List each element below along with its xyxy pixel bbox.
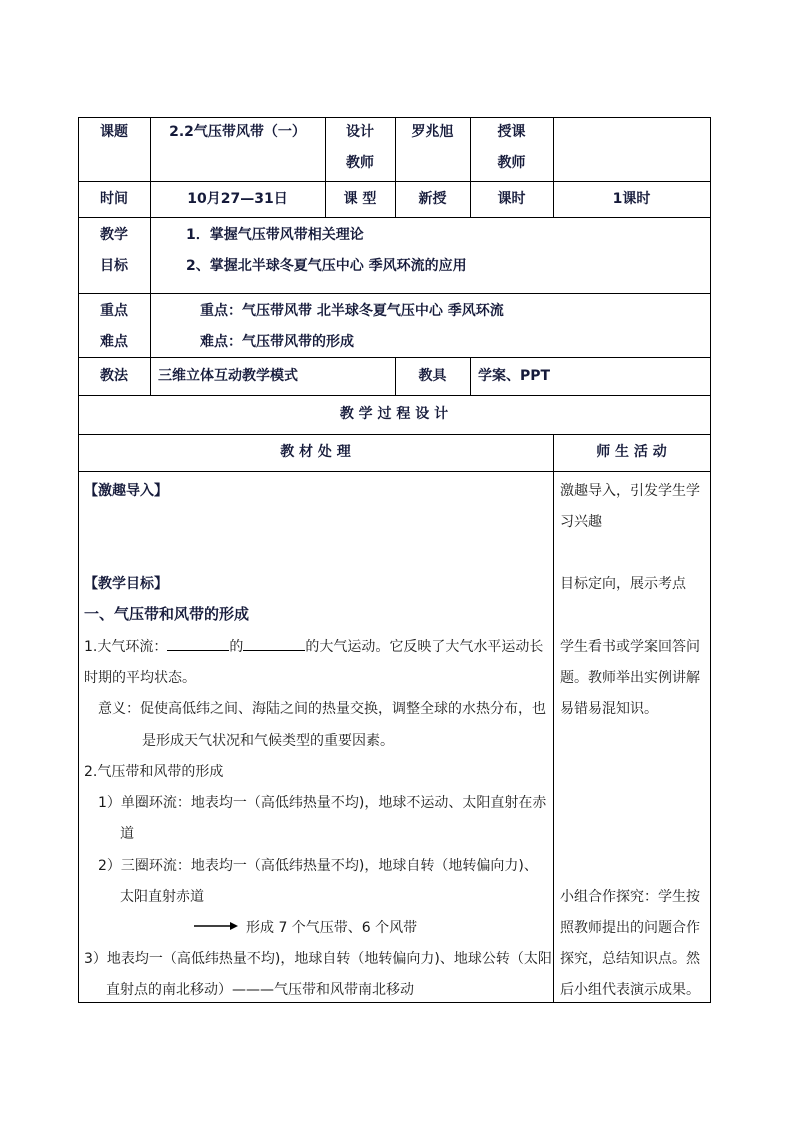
time-value: 10月27—31日	[187, 191, 288, 207]
paragraph-line: 是形成天气状况和气候类型的重要因素。	[142, 733, 394, 749]
tools-label: 教具	[418, 368, 447, 384]
activity-line: 习兴趣	[560, 514, 602, 530]
table-border	[78, 293, 711, 294]
paragraph-line: 2.气压带和风带的形成	[84, 764, 224, 780]
goals-list	[186, 220, 686, 282]
paragraph-line: 1）单圈环流：地表均一（高低纬热量不均)，地球不运动、太阳直射在赤	[98, 795, 547, 811]
goal-heading: 【教学目标】	[84, 576, 168, 592]
designer-value: 罗兆旭	[411, 124, 454, 140]
table-border	[150, 117, 151, 395]
keypoints-list	[200, 296, 700, 358]
topic-value: 2.2气压带风带（一）	[169, 124, 306, 140]
text-span: 的	[229, 639, 244, 655]
method-value: 三维立体互动教学模式	[158, 368, 298, 384]
hours-value: 1课时	[612, 191, 651, 207]
table-border	[710, 117, 711, 1003]
lecturer-label-line: 授课	[497, 124, 526, 140]
paragraph-line: 道	[120, 826, 134, 842]
activity-line: 照教师提出的问题合作	[560, 920, 700, 936]
keypoints-label-line: 重点	[100, 303, 128, 319]
goals-label-line: 目标	[100, 258, 128, 274]
paragraph-line: 直射点的南北移动）———气压带和风带南北移动	[106, 982, 414, 998]
type-label: 课 型	[343, 191, 377, 207]
arrow-icon	[194, 919, 238, 933]
type-value: 新授	[418, 191, 447, 207]
text-span: 1.大气环流：	[84, 639, 168, 655]
col-material-header: 教 材 处 理	[280, 444, 351, 460]
table-border	[470, 357, 471, 395]
lecturer-label	[470, 117, 553, 179]
designer-label	[325, 117, 395, 179]
intro-heading: 【激趣导入】	[84, 483, 168, 499]
table-border	[78, 217, 711, 218]
goal-item: 2、掌握北半球冬夏气压中心 季风环流的应用	[186, 258, 467, 274]
activity-line: 探究，总结知识点。然	[560, 951, 700, 967]
paragraph-line: 意义：促使高低纬之间、海陆之间的热量交换，调整全球的水热分布，也	[98, 701, 546, 717]
col-activity-header: 师 生 活 动	[596, 444, 667, 460]
keypoints-label	[78, 296, 150, 358]
keypoint-difficult: 难点：气压带风带的形成	[200, 334, 354, 350]
goal-item: 1．掌握气压带风带相关理论	[186, 227, 364, 243]
section-heading: 一、气压带和风带的形成	[84, 605, 250, 623]
table-border	[553, 434, 554, 1003]
fill-blank	[167, 636, 229, 651]
activity-line: 目标定向，展示考点	[560, 576, 686, 592]
method-label: 教法	[100, 368, 128, 384]
paragraph-line: 3）地表均一（高低纬热量不均)，地球自转（地转偏向力)、地球公转（太阳	[84, 951, 552, 967]
activity-line: 易错易混知识。	[560, 701, 658, 717]
paragraph-line: 太阳直射赤道	[120, 889, 204, 905]
table-border	[78, 471, 711, 472]
table-border	[78, 1002, 711, 1003]
activity-line: 后小组代表演示成果。	[560, 982, 700, 998]
activity-line: 题。教师举出实例讲解	[560, 670, 700, 686]
activity-line: 小组合作探究：学生按	[560, 889, 700, 905]
keypoint-key: 重点：气压带风带 北半球冬夏气压中心 季风环流	[200, 303, 504, 319]
paragraph-line: 2）三圈环流：地表均一（高低纬热量不均)，地球自转（地转偏向力)、	[98, 858, 538, 874]
tools-value: 学案、PPT	[478, 368, 551, 384]
lecturer-label-line: 教师	[497, 155, 526, 171]
topic-label: 课题	[100, 124, 128, 140]
text-span: 的大气运动。它反映了大气水平运动长	[305, 639, 544, 655]
goals-label	[78, 220, 150, 282]
arrow-label: 形成 7 个气压带、6 个风带	[246, 920, 418, 936]
keypoints-label-line: 难点	[100, 334, 128, 350]
designer-label-line: 教师	[346, 155, 374, 171]
hours-label: 课时	[497, 191, 526, 207]
fill-blank	[243, 636, 305, 651]
time-label: 时间	[100, 191, 128, 207]
process-title: 教 学 过 程 设 计	[339, 406, 449, 422]
paragraph-line	[84, 636, 543, 656]
paragraph-line: 时期的平均状态。	[84, 670, 196, 686]
designer-label-line: 设计	[346, 124, 374, 140]
activity-line: 激趣导入，引发学生学	[560, 483, 700, 499]
goals-label-line: 教学	[100, 227, 128, 243]
activity-line: 学生看书或学案回答问	[560, 639, 700, 655]
